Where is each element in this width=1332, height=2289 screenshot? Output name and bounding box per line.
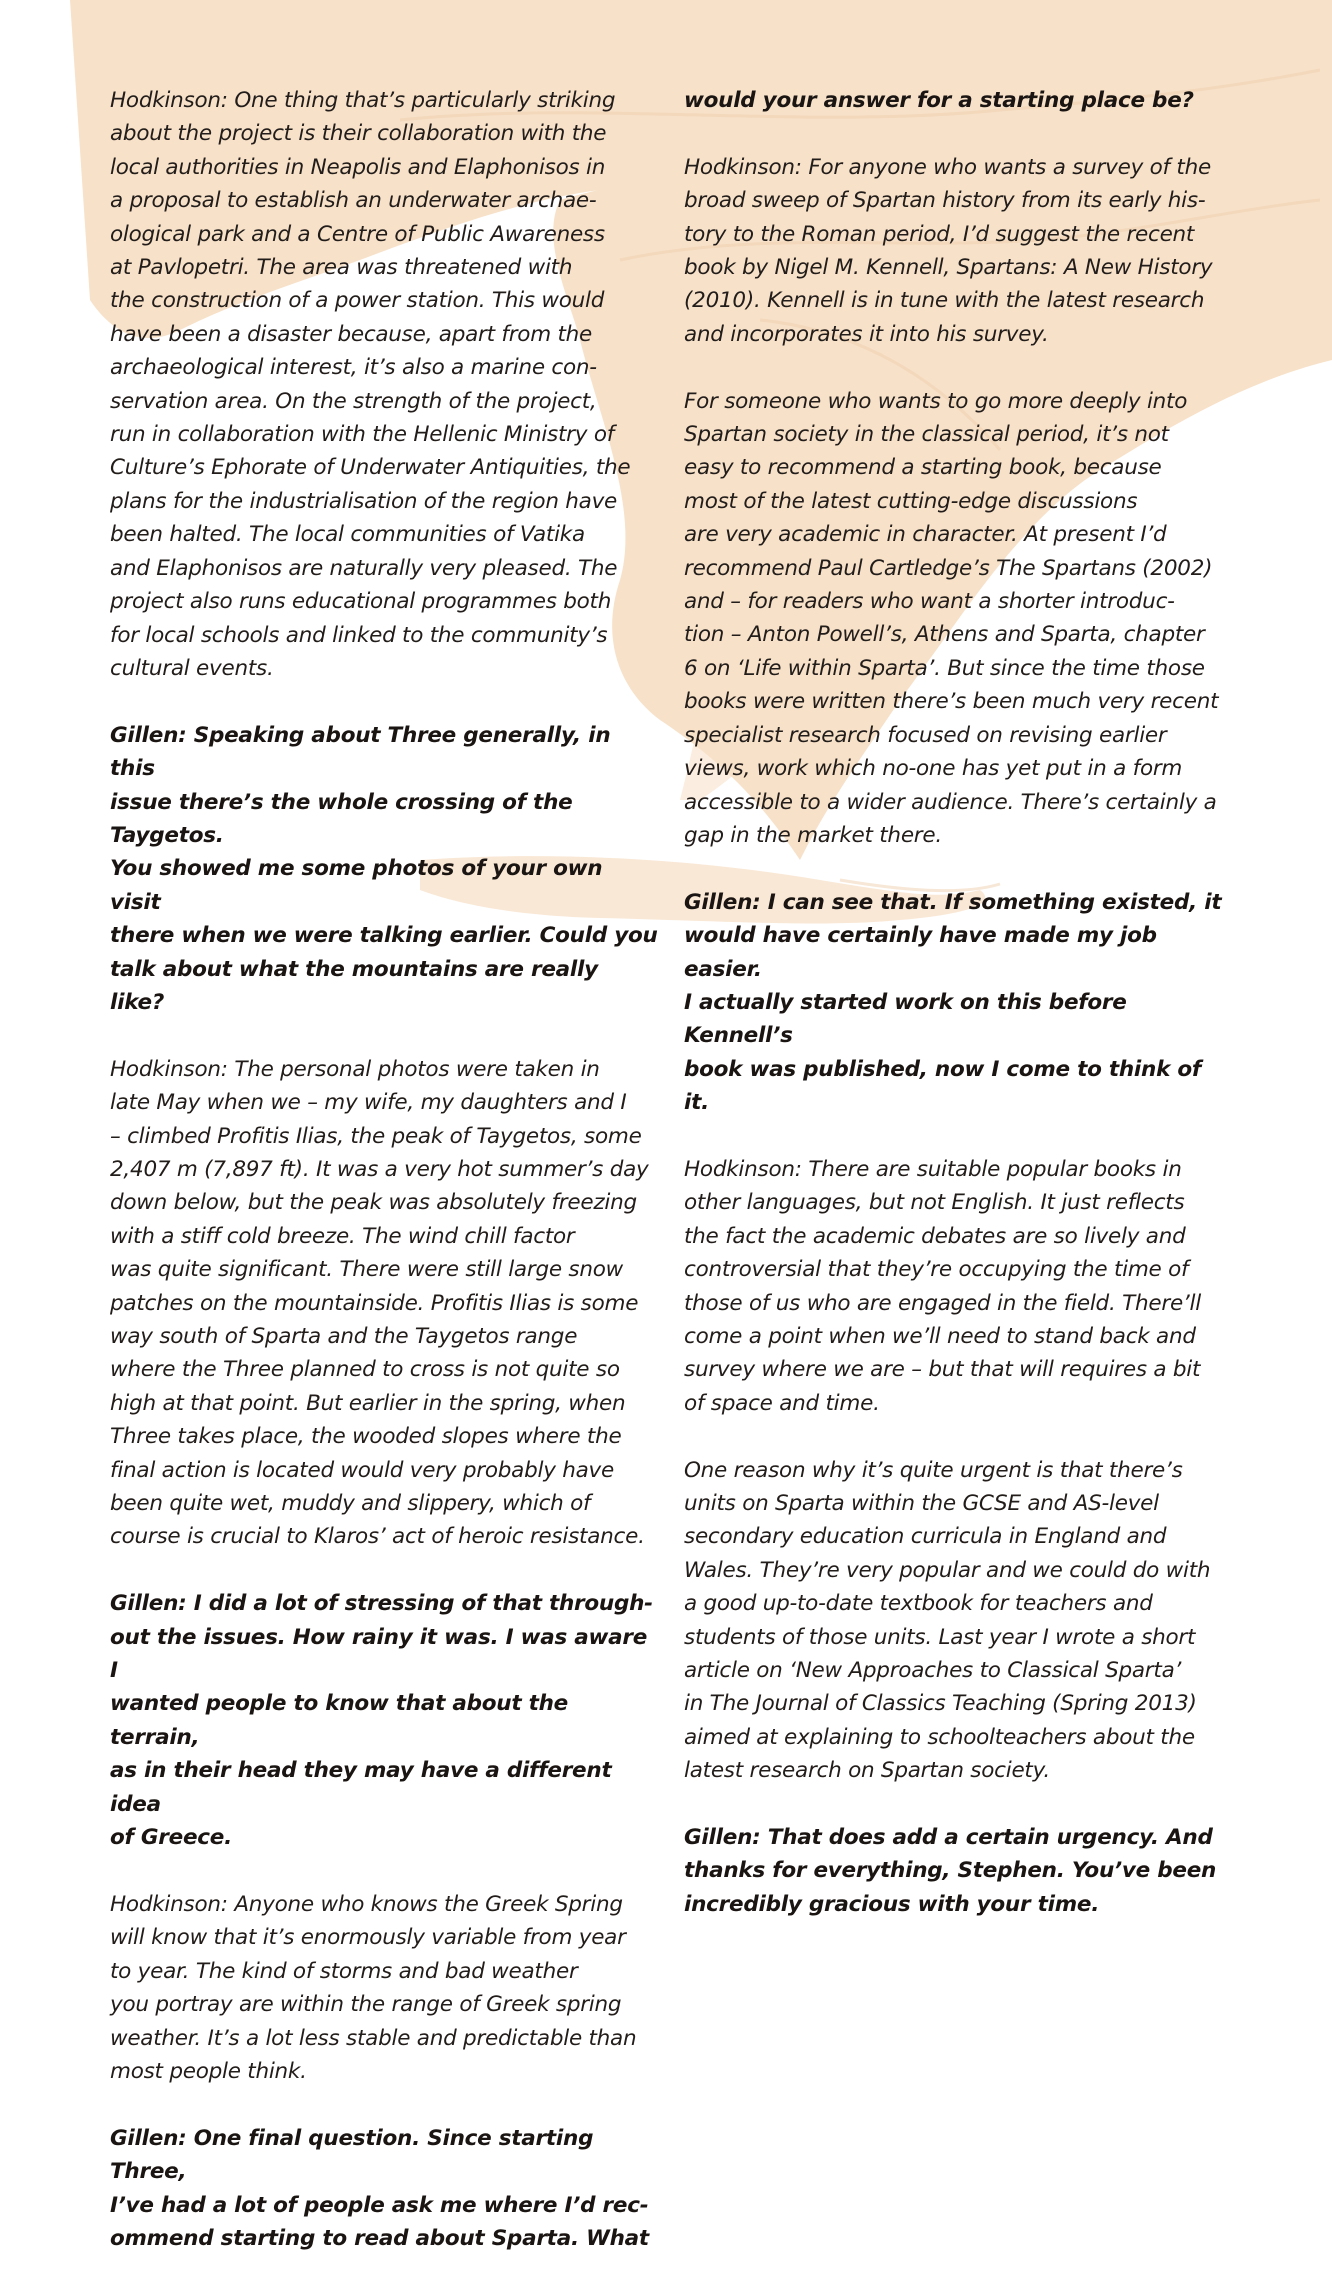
interview-question-gillen: Gillen: Speaking about Three generally, in this issue there’s the whole crossing of the Taygetos. You showed me some photos of your own visit there when we were talking earlier. Could you talk about what the mountains are really like? bbox=[110, 722, 658, 1015]
interview-paragraph-hodkinson: For someone who wants to go more deeply into Spartan society in the classical period, it’s not easy to recommend a starting book, because most of the latest cutting-edge discussions are very academic in character. At present I’d recommend Paul Cartledge’s The Spartans (2002) and – for readers who want a shorter introduc- tion – Anton Powell’s, Athens and Sparta, chapter 6 on ‘Life within Sparta’. But since the time those books were written there’s been much very recent specialist research focused on revising earlier views, work which no-one has yet put in a form accessible to a wider audience. There’s certainly a gap in the market there. bbox=[684, 388, 1219, 848]
interview-question-gillen: Gillen: That does add a certain urgency. And thanks for everything, Stephen. You’ve been incredibly gracious with your time. bbox=[684, 1825, 1217, 1917]
interview-paragraph-hodkinson: Hodkinson: For anyone who wants a survey of the broad sweep of Spartan history from its early his- tory to the Roman period, I’d suggest the recent book by Nigel M. Kennell, Spartans: A New History (2010). Kennell is in tune with the latest research and incorporates it into his survey. bbox=[684, 154, 1213, 347]
interview-paragraph-hodkinson: Hodkinson: One thing that’s particularly striking about the project is their collaboration with the local authorities in Neapolis and Elaphonisos in a proposal to establish an underwater archae- ological park and a Centre of Public Awareness at Pavlopetri. The area was threatened with the construction of a power station. This would have been a disaster because, apart from the archaeological interest, it’s also a marine con- servation area. On the strength of the project, run in collaboration with the Hellenic Ministry of Culture’s Ephorate of Underwater Antiquities, the plans for the industrialisation of the region have been halted. The local communities of Vatika and Elaphonisos are naturally very pleased. The project also runs educational programmes both for local schools and linked to the community’s cultural events. bbox=[110, 88, 631, 681]
left-column bbox=[110, 84, 658, 2289]
interview-question-gillen: Gillen: I did a lot of stressing of that through- out the issues. How rainy it was. I was aware I wanted people to know that about the terrain, as in their head they may have a different idea of Greece. bbox=[110, 1591, 653, 1851]
interview-paragraph-hodkinson: Hodkinson: The personal photos were taken in late May when we – my wife, my daughters and I – climbed Profitis Ilias, the peak of Taygetos, some 2,407 m (7,897 ft). It was a very hot summer’s day down below, but the peak was absolutely freezing with a stiff cold breeze. The wind chill factor was quite significant. There were still large snow patches on the mountainside. Profitis Ilias is some way south of Sparta and the Taygetos range where the Three planned to cross is not quite so high at that point. But earlier in the spring, when Three takes place, the wooded slopes where the final action is located would very probably have been quite wet, muddy and slippery, which of course is crucial to Klaros’ act of heroic resistance. bbox=[110, 1056, 649, 1550]
interview-paragraph-hodkinson: Hodkinson: There are suitable popular books in other languages, but not English. It just reflects the fact the academic debates are so lively and controversial that they’re occupying the time of those of us who are engaged in the field. There’ll come a point when we’ll need to stand back and survey where we are – but that will requires a bit of space and time. bbox=[684, 1156, 1201, 1416]
interview-paragraph-hodkinson: One reason why it’s quite urgent is that there’s units on Sparta within the GCSE and AS-level secondary education curricula in England and Wales. They’re very popular and we could do with a good up-to-date textbook for teachers and students of those units. Last year I wrote a short article on ‘New Approaches to Classical Sparta’ in The Journal of Classics Teaching (Spring 2013) aimed at explaining to schoolteachers about the latest research on Spartan society. bbox=[684, 1457, 1211, 1784]
interview-paragraph-hodkinson: Hodkinson: Anyone who knows the Greek Spring will know that it’s enormously variable from year to year. The kind of storms and bad weather you portray are within the range of Greek spring weather. It’s a lot less stable and predictable than most people think. bbox=[110, 1891, 637, 2084]
interview-question-gillen: Gillen: I can see that. If something existed, it would have certainly have made my job easier. I actually started work on this before Kennell’s book was published, now I come to think of it. bbox=[684, 889, 1222, 1116]
interview-question-gillen: Gillen: One final question. Since starting Three, I’ve had a lot of people ask me where I’d rec- ommend starting to read about Sparta. What bbox=[110, 2125, 649, 2251]
right-column bbox=[684, 84, 1232, 1955]
interview-question-gillen-continued: would your answer for a starting place be? bbox=[684, 88, 1194, 113]
